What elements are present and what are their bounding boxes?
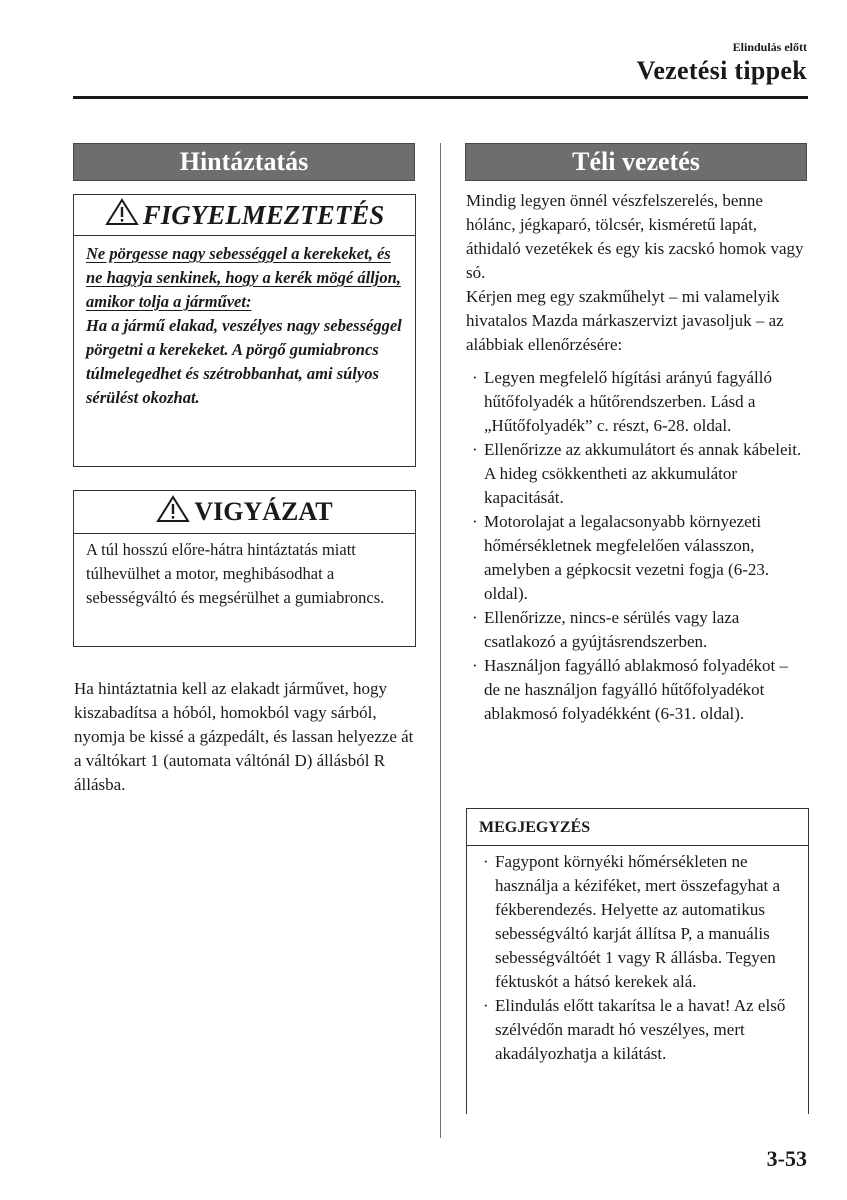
section-heading-winter: Téli vezetés bbox=[465, 143, 807, 181]
page-number: 3-53 bbox=[766, 1146, 807, 1171]
bullet-glyph: · bbox=[472, 512, 478, 531]
section-heading-rocking: Hintáztatás bbox=[73, 143, 415, 181]
list-item-text: Elindulás előtt takarítsa le a havat! Az első szélvédőn maradt hó veszélyes, mert akadályozhatja a kilátást. bbox=[495, 996, 786, 1063]
bullet-glyph: · bbox=[483, 996, 489, 1015]
warning-text: Ha a jármű elakad, veszélyes nagy sebességgel pörgetni a kerekeket. A pörgő gumiabroncs túlmelegedhet és szétrobbanhat, ami súlyos sérülést okozhat. bbox=[86, 316, 402, 407]
caution-text: A túl hosszú előre-hátra hintáztatás miatt túlhevülhet a motor, meghibásodhat a sebességváltó és megsérülhet a gumiabroncs. bbox=[86, 540, 385, 607]
warning-lead: Ne pörgesse nagy sebességgel a kerekeket, és ne hagyja senkinek, hogy a kerék mögé álljon, amikor tolja a járművet: bbox=[86, 244, 401, 311]
list-item bbox=[468, 654, 808, 726]
list-item-text: Motorolajat a legalacsonyabb környezeti hőmérsékletnek megfelelően válasszon, amelyben a gépkocsit vezetni fogja (6-23. oldal). bbox=[484, 512, 770, 603]
list-item bbox=[468, 606, 808, 654]
bullet-glyph: · bbox=[472, 608, 478, 627]
winter-intro-1: Mindig legyen önnél vészfelszerelés, benne hólánc, jégkaparó, tölcsér, kisméretű lapát, áthidaló vezetékek és egy kis zacskó homok vagy só. bbox=[466, 191, 804, 282]
note-list bbox=[479, 850, 798, 1066]
list-item-text: Ellenőrizze, nincs-e sérülés vagy laza csatlakozó a gyújtásrendszerben. bbox=[484, 608, 740, 651]
note-body bbox=[467, 846, 808, 1066]
list-item-text: Ellenőrizze az akkumulátort és annak kábeleit. A hideg csökkentheti az akkumulátor kapacitását. bbox=[484, 440, 802, 507]
note-box bbox=[466, 808, 809, 1114]
note-title: MEGJEGYZÉS bbox=[479, 819, 591, 836]
list-item bbox=[468, 438, 808, 510]
list-item bbox=[479, 994, 798, 1066]
list-item bbox=[468, 510, 808, 606]
column-divider bbox=[440, 143, 441, 1138]
running-header-section: Elindulás előtt bbox=[732, 40, 807, 54]
winter-checklist bbox=[468, 366, 808, 726]
list-item-text: Használjon fagyálló ablakmosó folyadékot – de ne használjon fagyálló hűtőfolyadékot ablakmosó folyadékként (6-31. oldal). bbox=[484, 656, 789, 723]
list-item bbox=[479, 850, 798, 994]
warning-title bbox=[74, 195, 415, 235]
list-item-text: Legyen megfelelő hígítási arányú fagyálló hűtőfolyadék a hűtőrendszerben. Lásd a „Hűtőfolyadék” c. részt, 6-28. oldal. bbox=[484, 368, 772, 435]
rocking-paragraph: Ha hintáztatnia kell az elakadt járművet, hogy kiszabadítsa a hóból, homokból vagy sárból, nyomja be kissé a gázpedált, és lassan helyezze át a váltókart 1 (automata váltónál D) állásból R állásba. bbox=[74, 679, 414, 794]
caution-title-text: VIGYÁZAT bbox=[194, 497, 333, 526]
warning-body bbox=[74, 236, 415, 416]
list-item-text: Fagypont környéki hőmérsékleten ne használja a kéziféket, mert összefagyhat a fékberendezés. Helyette az automatikus sebességváltó karját állítsa P, a manuális sebességváltóét 1 vagy R állásba. Tegyen féktuskót a hátsó kerekek alá. bbox=[495, 852, 781, 991]
list-item bbox=[468, 366, 808, 438]
warning-box bbox=[73, 194, 416, 467]
header-rule bbox=[73, 96, 808, 99]
bullet-glyph: · bbox=[472, 440, 478, 459]
bullet-glyph: · bbox=[472, 656, 478, 675]
page-title: Vezetési tippek bbox=[636, 56, 807, 85]
warning-title-text: FIGYELMEZTETÉS bbox=[142, 199, 385, 230]
caution-triangle-icon bbox=[156, 495, 190, 530]
warning-triangle-icon bbox=[105, 198, 139, 233]
winter-intro-2: Kérjen meg egy szakműhelyt – mi valamelyik hivatalos Mazda márkaszervizt javasoljuk – az alábbiak ellenőrzésére: bbox=[466, 287, 784, 354]
caution-title bbox=[74, 491, 415, 533]
bullet-glyph: · bbox=[483, 852, 489, 871]
bullet-glyph: · bbox=[472, 368, 478, 387]
caution-box bbox=[73, 490, 416, 647]
